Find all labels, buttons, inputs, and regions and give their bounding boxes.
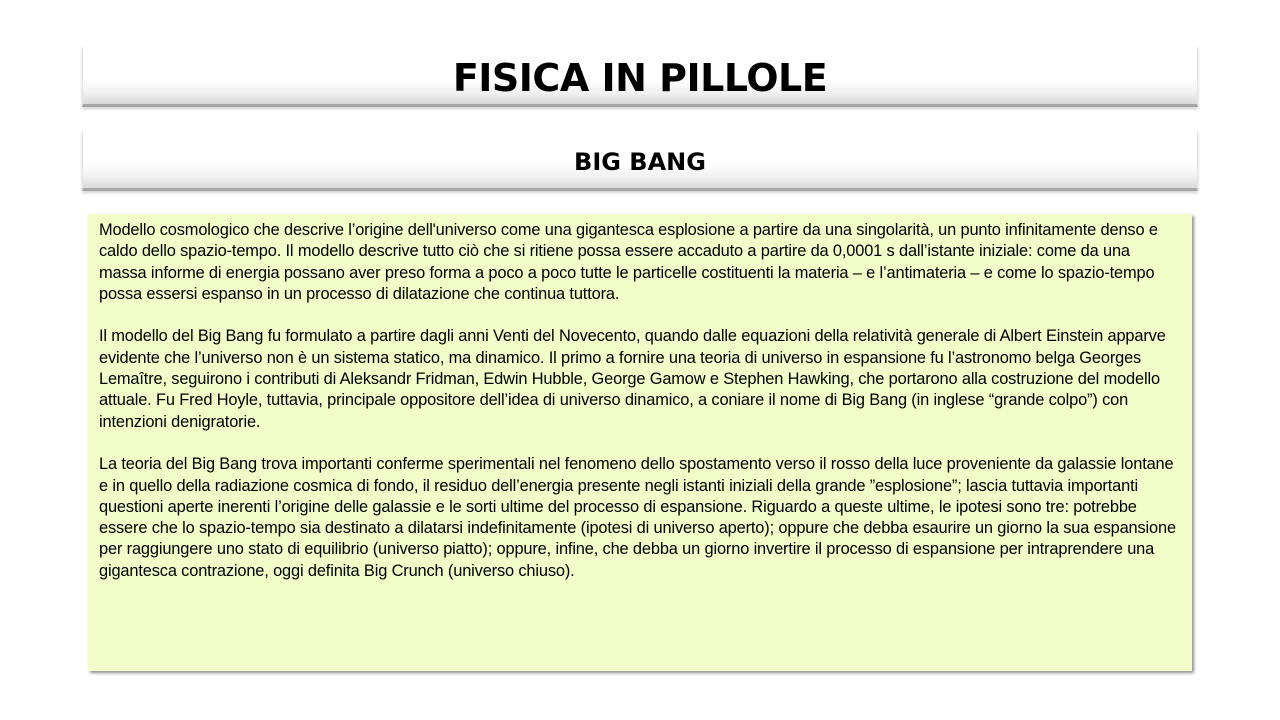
body-text-box <box>88 214 1192 671</box>
paragraph-history: Il modello del Big Bang fu formulato a partire dagli anni Venti del Novecento, quando dalle equazioni della relatività generale di Albert Einstein apparve evidente che l’universo non è un sistema statico, ma dinamico. Il primo a fornire una teoria di universo in espansione fu l’astronomo belga Georges Lemaître, seguirono i contributi di Aleksandr Fridman, Edwin Hubble, George Gamow e Stephen Hawking, che portarono alla costruzione del modello attuale. Fu Fred Hoyle, tuttavia, principale oppositore dell’idea di universo dinamico, a coniare il nome di Big Bang (in inglese “grande colpo”) con intenzioni denigratorie. <box>99 327 1166 431</box>
title-banner <box>82 47 1198 107</box>
paragraph-definition: Modello cosmologico che descrive l’origine dell'universo come una gigantesca esplosione a partire da una singolarità, un punto infinitamente denso e caldo dello spazio-tempo. Il modello descrive tutto ciò che si ritiene possa essere accaduto a partire da 0,0001 s dall’istante iniziale: come da una massa informe di energia possano aver preso forma a poco a poco tutte le particelle costituenti la materia – e l’antimateria – e come lo spazio-tempo possa essersi espanso in un processo di dilatazione che continua tuttora. <box>99 221 1158 303</box>
paragraph-evidence: La teoria del Big Bang trova importanti conferme sperimentali nel fenomeno dello spostamento verso il rosso della luce proveniente da galassie lontane e in quello della radiazione cosmica di fondo, il residuo dell’energia presente negli istanti iniziali della grande ”esplosione”; lascia tuttavia importanti questioni aperte inerenti l’origine delle galassie e le sorti ultime del processo di espansione. Riguardo a queste ultime, le ipotesi sono tre: potrebbe essere che lo spazio-tempo sia destinato a dilatarsi indefinitamente (ipotesi di universo aperto); oppure che debba esaurire un giorno la sua espansione per raggiungere uno stato di equilibrio (universo piatto); oppure, infine, che debba un giorno invertire il processo di espansione per intraprendere una gigantesca contrazione, oggi definita Big Crunch (universo chiuso). <box>99 455 1176 580</box>
subtitle-banner <box>82 131 1198 191</box>
slide-subtitle: BIG BANG <box>574 148 706 176</box>
slide-title: FISICA IN PILLOLE <box>452 56 828 100</box>
